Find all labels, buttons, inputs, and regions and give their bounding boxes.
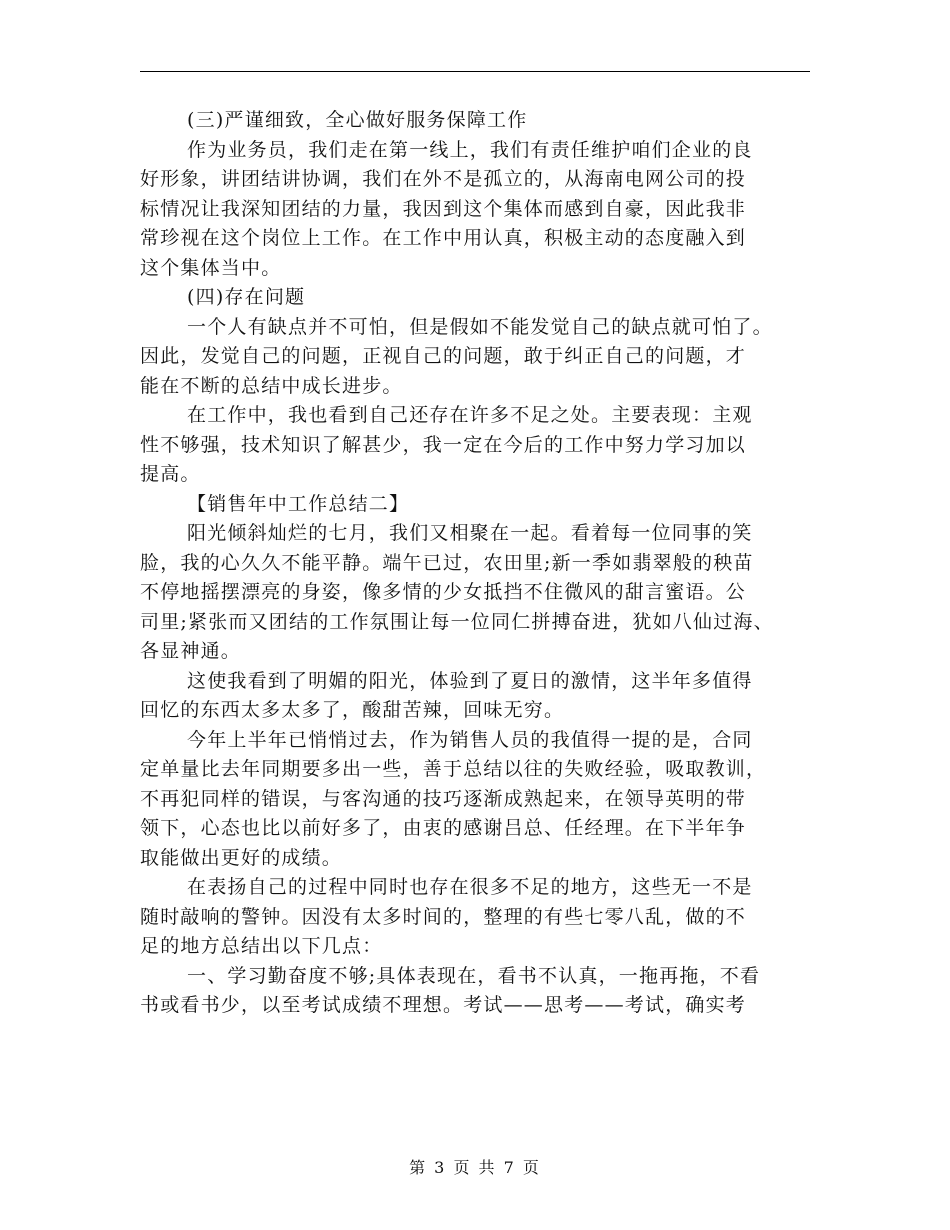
text-line: 定单量比去年同期要多出一些，善于总结以往的失败经验，吸取教训， [140,758,767,780]
text-line: 各显神通。 [140,640,242,662]
text-line: 在表扬自己的过程中同时也存在很多不足的地方，这些无一不是 [187,876,753,898]
text-line: 脸，我的心久久不能平静。端午已过，农田里;新一季如翡翠般的秧苗 [140,551,754,574]
text-line: 提高。 [140,463,201,485]
text-line: 阳光倾斜灿烂的七月，我们又相聚在一起。看着每一位同事的笑 [187,522,753,544]
document-body [140,106,810,1021]
text-line: 好形象，讲团结讲协调，我们在外不是孤立的，从海南电网公司的投 [140,168,747,190]
header-rule [140,71,810,72]
text-line: 能在不断的总结中成长进步。 [140,374,403,397]
text-line: 在工作中，我也看到自己还存在许多不足之处。主要表现：主观 [187,404,753,426]
text-line: 领下，心态也比以前好多了，由衷的感谢吕总、任经理。在下半年争 [140,817,747,839]
text-line: 回忆的东西太多太多了，酸甜苦辣，回味无穷。 [140,699,565,721]
text-line: 书或看书少，以至考试成绩不理想。考试——思考——考试，确实考 [140,994,747,1016]
text-line: 随时敲响的警钟。因没有太多时间的，整理的有些七零八乱，做的不 [140,905,747,928]
text-line: 取能做出更好的成绩。 [140,846,343,869]
text-line: 足的地方总结出以下几点： [140,935,383,957]
text-line: 标情况让我深知团结的力量，我因到这个集体而感到自豪，因此我非 [140,197,747,220]
text-line: (四)存在问题 [187,286,306,308]
text-line: 因此，发觉自己的问题，正视自己的问题，敢于纠正自己的问题，才 [140,345,747,367]
text-line: 这个集体当中。 [140,256,282,279]
text-line: 常珍视在这个岗位上工作。在工作中用认真，积极主动的态度融入到 [140,227,747,249]
text-line: 一、学习勤奋度不够;具体表现在，看书不认真，一拖再拖，不看 [187,964,761,987]
text-line: 作为业务员，我们走在第一线上，我们有责任维护咱们企业的良 [187,138,753,161]
text-line: 【销售年中工作总结二】 [187,492,410,515]
text-line: 性不够强，技术知识了解甚少，我一定在今后的工作中努力学习加以 [140,433,747,456]
text-line: 不再犯同样的错误，与客沟通的技巧逐渐成熟起来，在领导英明的带 [140,787,747,810]
text-line: 一个人有缺点并不可怕，但是假如不能发觉自己的缺点就可怕了。 [187,315,773,338]
text-line: 司里;紧张而又团结的工作氛围让每一位同仁拼搏奋进，犹如八仙过海、 [140,610,774,633]
text-line: (三)严谨细致，全心做好服务保障工作 [187,109,528,131]
text-line: 不停地摇摆漂亮的身姿，像多情的少女抵挡不住微风的甜言蜜语。公 [140,581,747,603]
text-line: 这使我看到了明媚的阳光，体验到了夏日的激情，这半年多值得 [187,669,753,692]
text-line: 今年上半年已悄悄过去，作为销售人员的我值得一提的是，合同 [187,728,753,751]
page-number: 第 3 页 共 7 页 [409,1158,541,1177]
